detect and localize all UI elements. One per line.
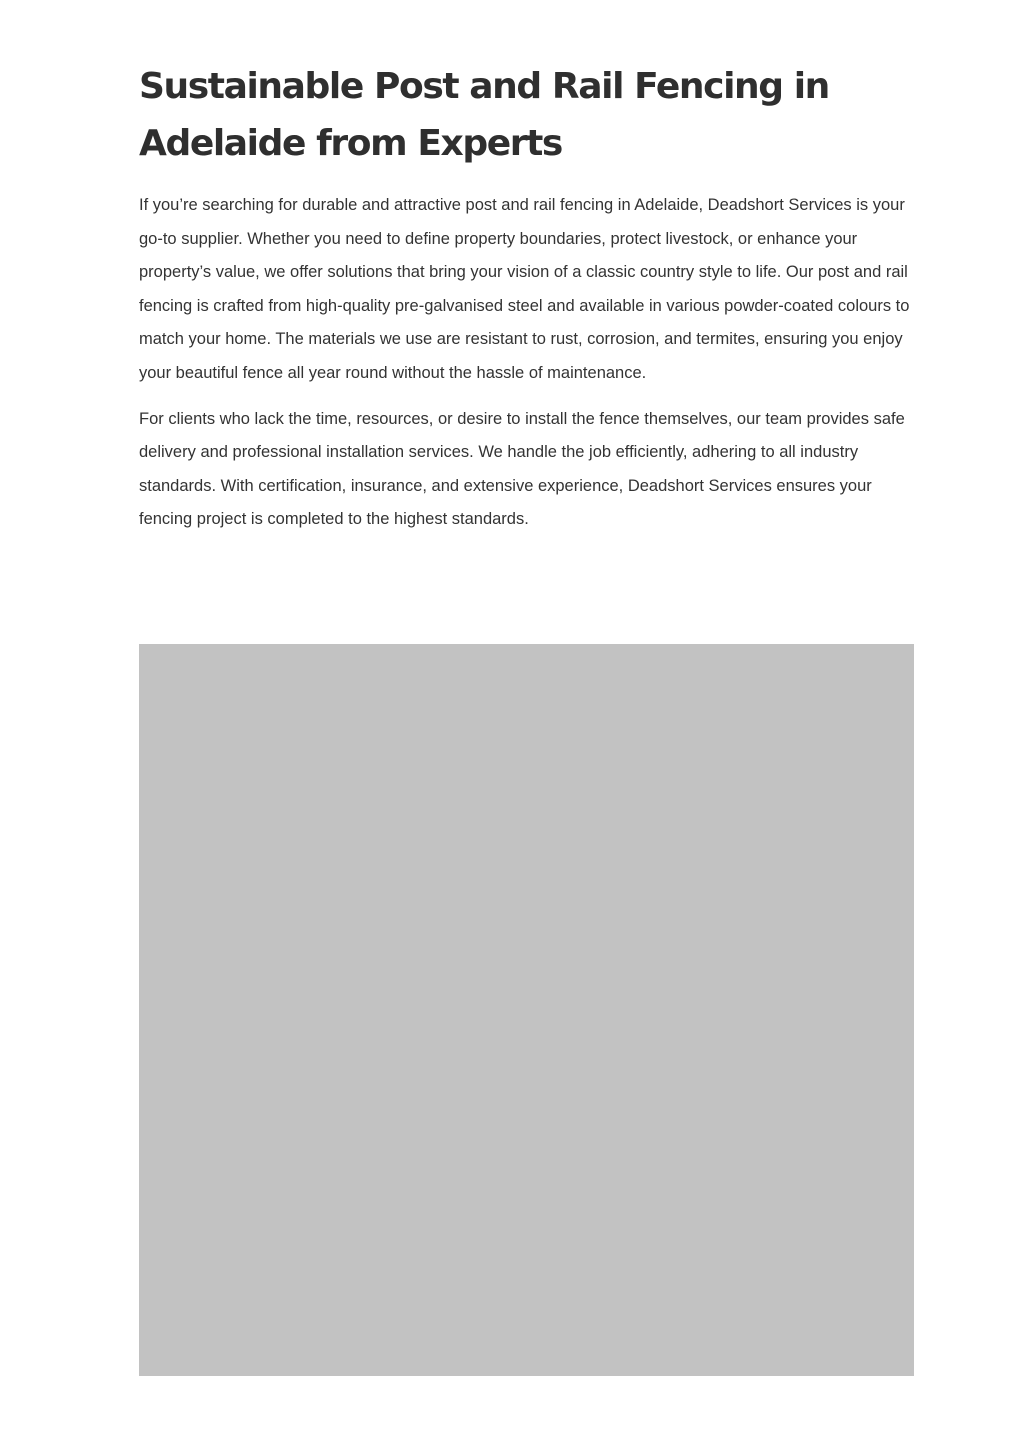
installation-paragraph: For clients who lack the time, resources, or desire to install the fence themselves, our team provides safe delivery and professional installation services. We handle the job efficiently, adhering to all industry standards. With certification, insurance, and extensive experience, Deadshort Services ensures your fencing project is completed to the highest standards. [139,409,905,529]
article [139,0,914,537]
page-title: Sustainable Post and Rail Fencing in Adelaide from Experts [139,66,829,164]
image-placeholder [139,644,914,1376]
intro-paragraph: If you’re searching for durable and attractive post and rail fencing in Adelaide, Deadshort Services is your go-to supplier. Whether you need to define property boundaries, protect livestock, or enhance your property’s value, we offer solutions that bring your vision of a classic country style to life. Our post and rail fencing is crafted from high-quality pre-galvanised steel and available in various powder-coated colours to match your home. The materials we use are resistant to rust, corrosion, and termites, ensuring you enjoy your beautiful fence all year round without the hassle of maintenance. [139,196,910,382]
